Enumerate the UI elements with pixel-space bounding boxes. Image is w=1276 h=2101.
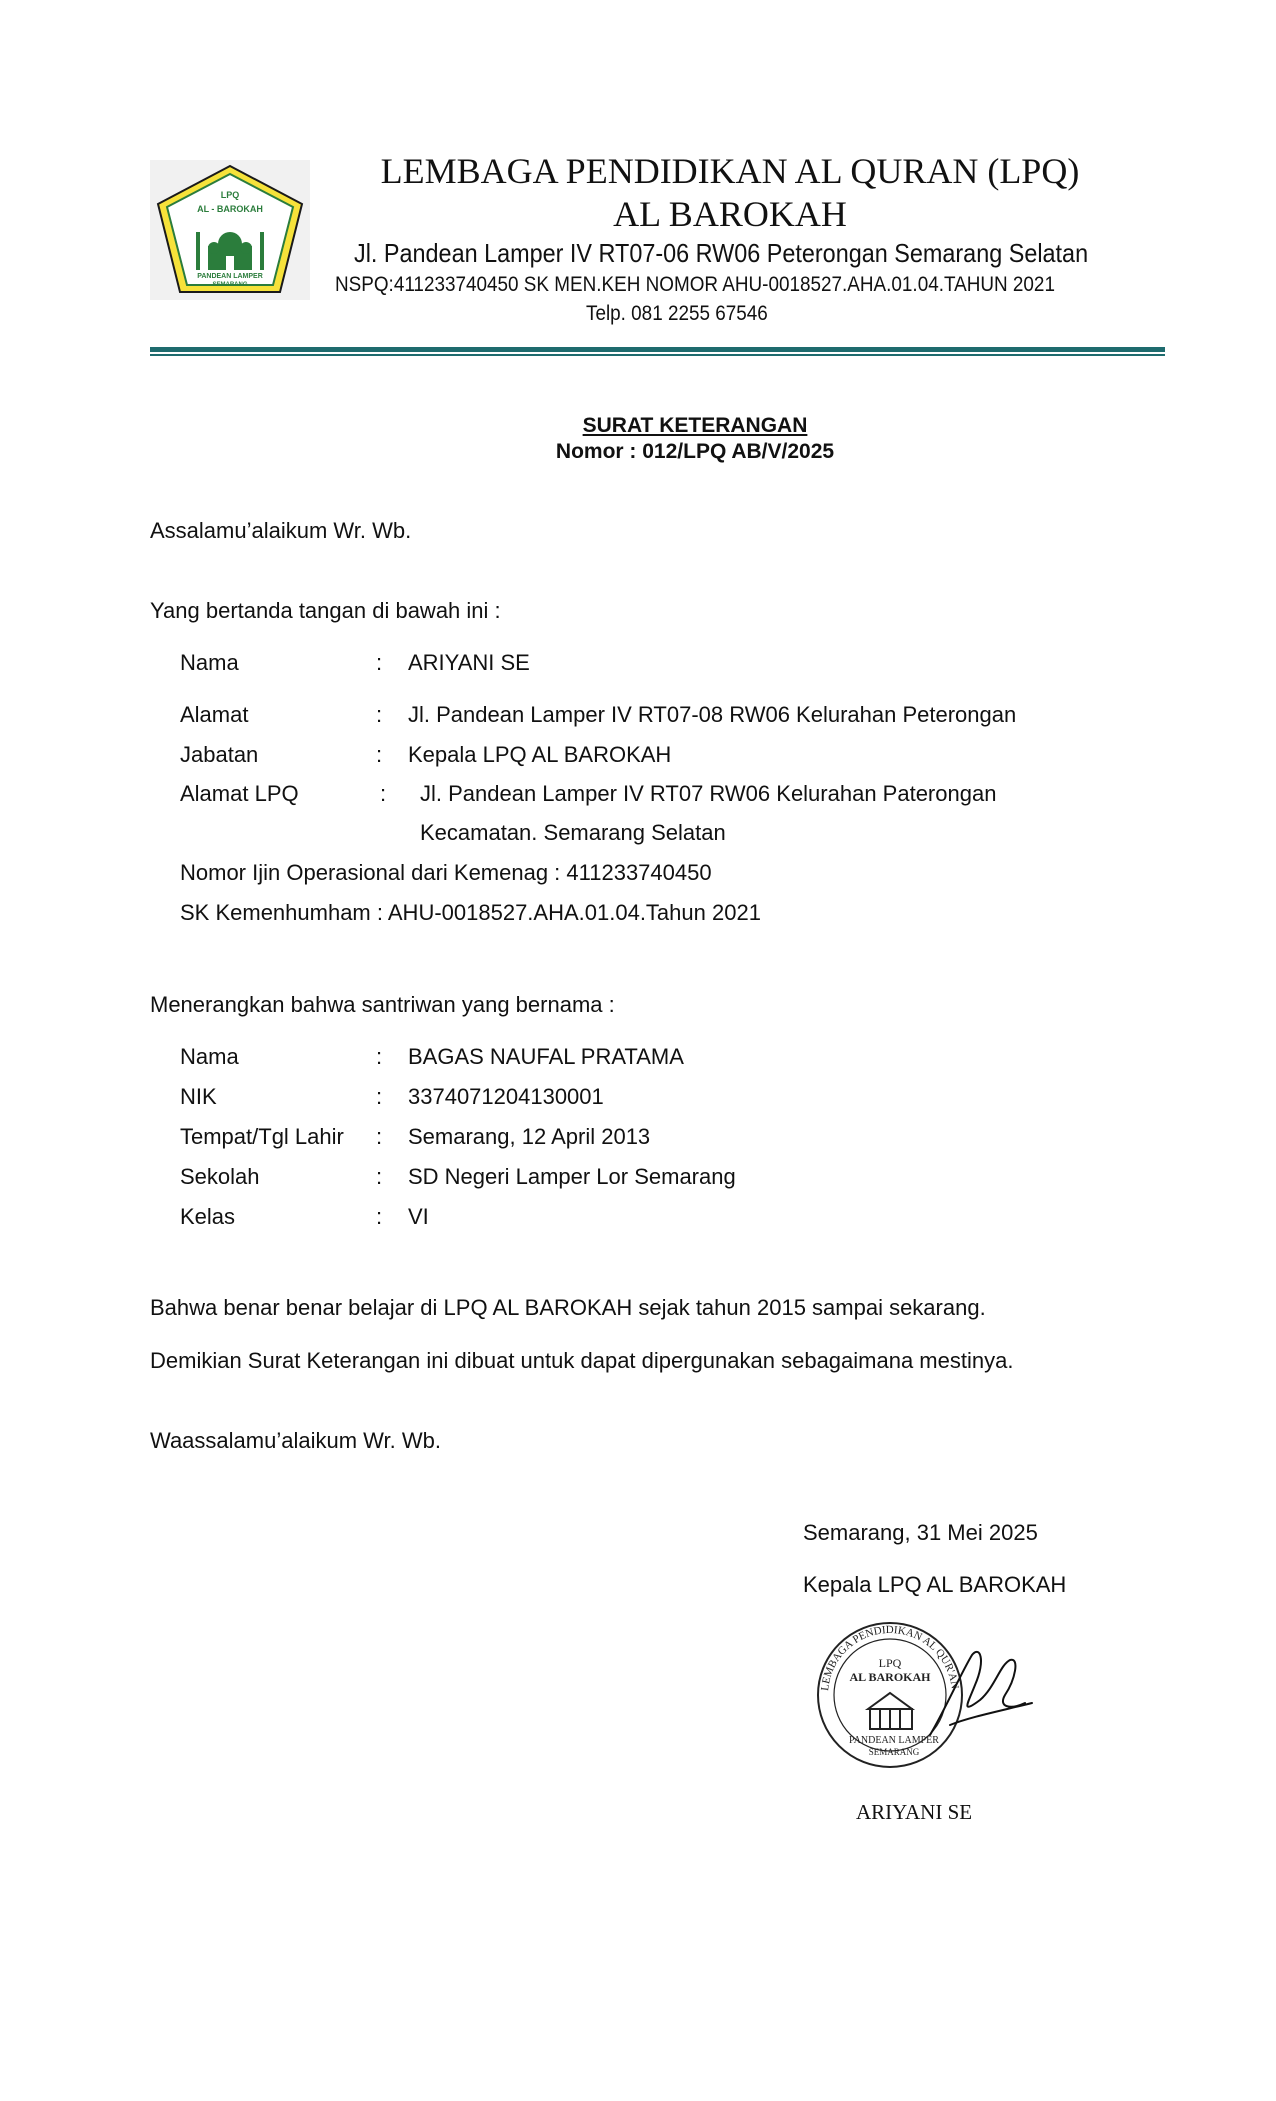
institution-title-line2: AL BAROKAH bbox=[613, 194, 847, 234]
header-divider-thin bbox=[150, 354, 1165, 356]
colon: : bbox=[376, 702, 383, 727]
signer-title: Kepala LPQ AL BAROKAH bbox=[803, 1572, 1067, 1597]
signer-printed-name: ARIYANI SE bbox=[856, 1800, 973, 1824]
signer-position-value: Kepala LPQ AL BAROKAH bbox=[408, 742, 672, 767]
place-date: Semarang, 31 Mei 2025 bbox=[803, 1520, 1038, 1545]
lpq-address-value-line2: Kecamatan. Semarang Selatan bbox=[420, 820, 726, 845]
student-class-label: Kelas bbox=[180, 1204, 236, 1229]
statement-intro: Menerangkan bahwa santriwan yang bernama : bbox=[150, 992, 615, 1017]
institution-title-line1: LEMBAGA PENDIDIKAN AL QURAN (LPQ) bbox=[380, 151, 1080, 191]
lpq-address-value-line1: Jl. Pandean Lamper IV RT07 RW06 Kelurahan Paterongan bbox=[420, 781, 997, 806]
logo-bottom-text-1: PANDEAN LAMPER bbox=[197, 273, 263, 280]
intro-text: Yang bertanda tangan di bawah ini : bbox=[150, 598, 501, 623]
closing-greeting: Waassalamu’alaikum Wr. Wb. bbox=[150, 1428, 441, 1453]
student-school-value: SD Negeri Lamper Lor Semarang bbox=[408, 1164, 736, 1189]
stamp-bottom-text-2: SEMARANG bbox=[868, 1747, 920, 1757]
stamp-name-text: AL BAROKAH bbox=[849, 1670, 931, 1684]
letter-number: Nomor : 012/LPQ AB/V/2025 bbox=[555, 440, 835, 463]
colon: : bbox=[380, 781, 387, 806]
student-name-label: Nama bbox=[180, 1044, 239, 1069]
stamp-arc-text: LEMBAGA PENDIDIKAN AL QUR'AN bbox=[819, 1623, 961, 1692]
stamp-lpq-text: LPQ bbox=[878, 1656, 902, 1670]
operational-permit: Nomor Ijin Operasional dari Kemenag : 411233740450 bbox=[180, 860, 712, 885]
student-nik-label: NIK bbox=[180, 1084, 217, 1109]
header-divider-thick bbox=[150, 347, 1165, 352]
signer-address-label: Alamat bbox=[180, 702, 249, 727]
letter-title: SURAT KETERANGAN bbox=[582, 414, 808, 437]
institution-address: Jl. Pandean Lamper IV RT07-06 RW06 Peterongan Semarang Selatan bbox=[354, 238, 1089, 268]
student-birth-label: Tempat/Tgl Lahir bbox=[180, 1124, 344, 1149]
logo-lpq-text: LPQ bbox=[220, 190, 240, 200]
sk-number: SK Kemenhumham : AHU-0018527.AHA.01.04.Tahun 2021 bbox=[180, 900, 761, 925]
colon: : bbox=[376, 1124, 383, 1149]
signer-position-label: Jabatan bbox=[180, 742, 259, 767]
student-name-value: BAGAS NAUFAL PRATAMA bbox=[408, 1044, 684, 1069]
logo-bottom-text-2: SEMARANG bbox=[212, 282, 248, 288]
student-birth-value: Semarang, 12 April 2013 bbox=[408, 1124, 651, 1149]
institution-nspq: NSPQ:411233740450 SK MEN.KEH NOMOR AHU-0018527.AHA.01.04.TAHUN 2021 bbox=[335, 273, 1055, 296]
colon: : bbox=[376, 1204, 383, 1229]
colon: : bbox=[376, 1084, 383, 1109]
greeting: Assalamu’alaikum Wr. Wb. bbox=[150, 518, 412, 543]
lpq-address-label: Alamat LPQ bbox=[180, 781, 299, 806]
student-nik-value: 3374071204130001 bbox=[408, 1084, 604, 1109]
logo-name-text: AL - BAROKAH bbox=[197, 204, 263, 214]
body-statement: Bahwa benar benar belajar di LPQ AL BAROKAH sejak tahun 2015 sampai sekarang. bbox=[150, 1295, 986, 1320]
colon: : bbox=[376, 742, 383, 767]
lpq-logo bbox=[150, 160, 310, 300]
institution-phone: Telp. 081 2255 67546 bbox=[586, 302, 768, 325]
signer-address-value: Jl. Pandean Lamper IV RT07-08 RW06 Kelurahan Peterongan bbox=[408, 702, 1017, 727]
signer-name-label: Nama bbox=[180, 650, 239, 675]
colon: : bbox=[376, 1044, 383, 1069]
official-stamp bbox=[810, 1615, 1040, 1775]
student-school-label: Sekolah bbox=[180, 1164, 260, 1189]
stamp-bottom-text-1: PANDEAN LAMPER bbox=[849, 1735, 939, 1746]
signer-name-value: ARIYANI SE bbox=[408, 650, 530, 675]
student-class-value: VI bbox=[408, 1204, 429, 1229]
colon: : bbox=[376, 1164, 383, 1189]
colon: : bbox=[376, 650, 383, 675]
body-closing-statement: Demikian Surat Keterangan ini dibuat untuk dapat dipergunakan sebagaimana mestinya. bbox=[150, 1348, 1014, 1373]
